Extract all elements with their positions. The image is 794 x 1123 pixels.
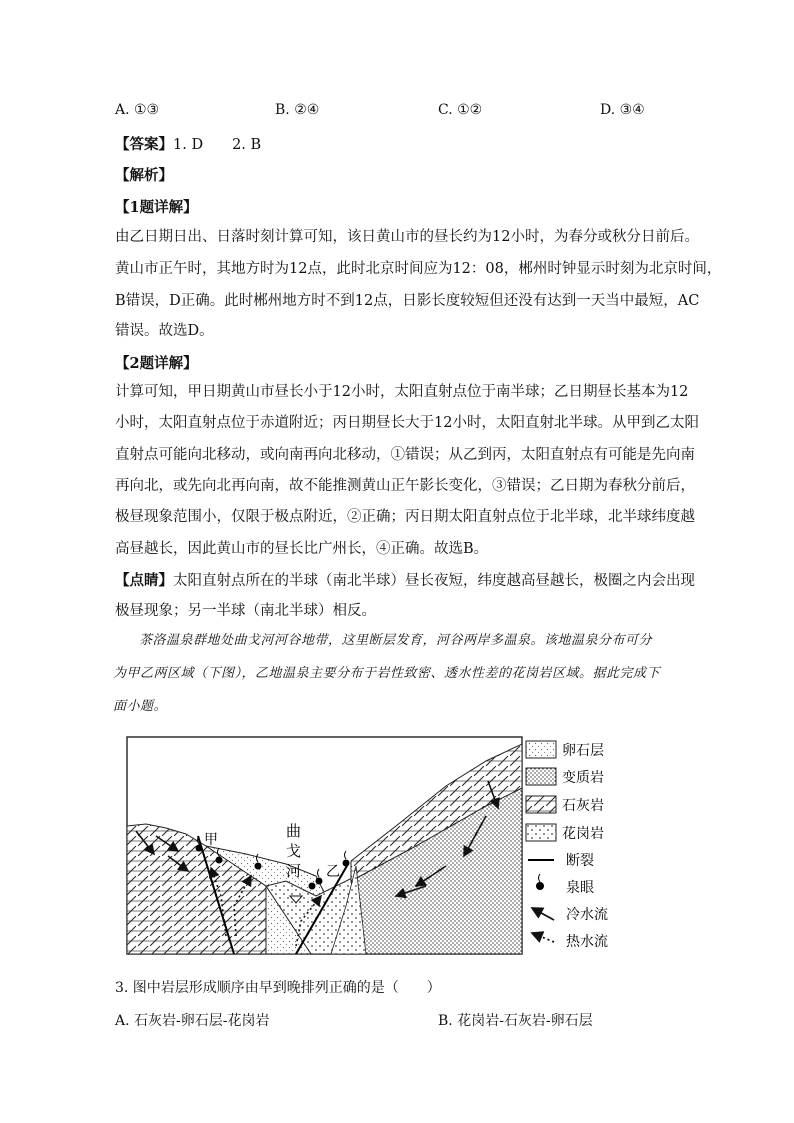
option-d: D. ③④: [600, 102, 645, 118]
answer-text: 1. D 2. B: [173, 137, 262, 153]
q2-line-5: 极昼现象范围小，仅限于极点附近，②正确；丙日期太阳直射点位于北半球，北半球纬度越: [115, 509, 695, 525]
q1-detail-heading: 【1题详解】: [115, 199, 198, 216]
passage-line-1: 茶洛温泉群地处曲戈河河谷地带，这里断层发育，河谷两岸多温泉。该地温泉分布可分: [139, 633, 653, 648]
q2-line-3: 直射点可能向北移动，或向南再向北移动，①错误；从乙到丙，太阳直射点有可能是先向南: [115, 447, 695, 463]
passage-line-3: 面小题。: [113, 699, 168, 714]
q1-line-3: B错误，D正确。此时郴州地方时不到12点，日影长度较短但还没有达到一天当中最短，AC: [115, 293, 700, 309]
q2-line-4: 再向北，或先向北再向南，故不能推测黄山正午影长变化，③错误；乙日期为春秋分前后，: [115, 478, 695, 494]
legend-swatch-meta: [526, 768, 556, 785]
legend: [526, 741, 608, 950]
q1-line-2: 黄山市正午时，其地方时为12点，此时北京时间应为12：08，郴州时钟显示时刻为北京时间，: [115, 261, 722, 277]
river-label-3: 河: [286, 862, 302, 880]
q2-line-6: 高昼越长，因此黄山市的昼长比广州长，④正确。故选B。: [115, 541, 489, 557]
tip-label: 【点睛】: [115, 572, 173, 589]
legend-hot-arrow: [532, 933, 554, 942]
label-jia: 甲: [204, 832, 218, 848]
legend-swatch-granite: [526, 824, 556, 841]
q1-line-1: 由乙日期日出、日落时刻计算可知，该日黄山市的昼长约为12小时，为春分或秋分日前后。: [115, 229, 699, 245]
legend-lime: 石灰岩: [562, 798, 604, 814]
option-c: C. ①②: [438, 102, 483, 118]
tip-line-1: [115, 566, 695, 596]
tip-text-1: 太阳直射点所在的半球（南北半球）昼长夜短，纬度越高昼越长，极圈之内会出现: [173, 573, 695, 589]
legend-pebble: 卵石层: [562, 743, 604, 759]
label-yi: 乙: [326, 864, 340, 880]
legend-fault: 断裂: [566, 853, 594, 869]
legend-cold-arrow: [532, 908, 554, 920]
option-a: A. ①③: [115, 102, 160, 118]
q2-line-1: 计算可知，甲日期黄山市昼长小于12小时，太阳直射点位于南半球；乙日期昼长基本为12: [115, 384, 689, 400]
option-b: B. ②④: [275, 102, 320, 118]
legend-swatch-pebble: [526, 741, 556, 758]
passage-line-2: 为甲乙两区域（下图），乙地温泉主要分布于岩性致密、透水性差的花岗岩区域。据此完成下: [113, 666, 661, 681]
answer-label: 【答案】: [115, 136, 173, 153]
legend-hot: 热水流: [566, 934, 608, 950]
river-label-2: 戈: [286, 842, 302, 860]
q3-stem: 3. 图中岩层形成顺序由早到晚排列正确的是（ ）: [115, 980, 441, 996]
q2-line-2: 小时，太阳直射点位于赤道附近；丙日期昼长大于12小时，太阳直射北半球。从甲到乙太阳: [115, 415, 699, 431]
legend-spring-icon: [536, 874, 544, 890]
river-label-1: 曲: [286, 822, 302, 840]
legend-spring: 泉眼: [566, 880, 594, 896]
analysis-label: 【解析】: [115, 167, 173, 184]
legend-swatch-lime: [526, 796, 556, 813]
q3-option-a: A. 石灰岩-卵石层-花岗岩: [115, 1013, 270, 1029]
tip-line-2: 极昼现象；另一半球（南北半球）相反。: [115, 603, 376, 619]
legend-granite: 花岗岩: [562, 826, 604, 842]
legend-cold: 冷水流: [566, 907, 608, 923]
q1-line-4: 错误。故选D。: [115, 323, 214, 339]
legend-meta: 变质岩: [562, 770, 604, 786]
q2-detail-heading: 【2题详解】: [115, 355, 198, 372]
geologic-cross-section-figure: [126, 736, 646, 956]
q3-option-b: B. 花岗岩-石灰岩-卵石层: [438, 1013, 593, 1029]
answer-line: [115, 133, 261, 154]
